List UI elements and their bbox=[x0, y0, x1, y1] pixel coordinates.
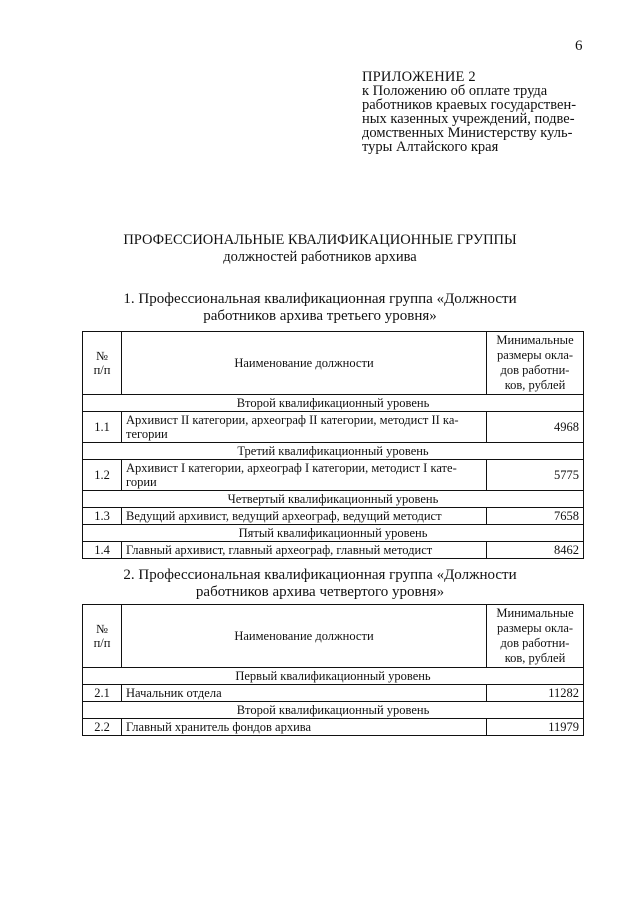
position-name-line: гории bbox=[126, 475, 157, 489]
header-name: Наименование должности bbox=[122, 332, 487, 395]
position-num: 1.2 bbox=[83, 460, 122, 491]
appendix-title: ПРИЛОЖЕНИЕ 2 bbox=[362, 69, 476, 85]
group-1-title bbox=[0, 291, 640, 325]
table-row bbox=[83, 719, 584, 736]
header-salary-line: размеры окла- bbox=[496, 348, 574, 362]
appendix-line: работников краевых государствен- bbox=[362, 97, 577, 113]
header-salary-line: ков, рублей bbox=[504, 378, 566, 392]
position-salary: 4968 bbox=[487, 412, 584, 443]
table-header-row bbox=[83, 332, 584, 395]
level-row bbox=[83, 395, 584, 412]
table-row bbox=[83, 542, 584, 559]
level-row bbox=[83, 702, 584, 719]
page-number: 6 bbox=[575, 38, 583, 54]
document-title bbox=[0, 232, 640, 266]
position-num: 1.4 bbox=[83, 542, 122, 559]
position-name: Главный хранитель фондов архива bbox=[122, 719, 487, 736]
table-row bbox=[83, 685, 584, 702]
position-salary: 11282 bbox=[487, 685, 584, 702]
group-title-line: 1. Профессиональная квалификационная группа «Должности bbox=[123, 291, 517, 307]
position-num: 2.1 bbox=[83, 685, 122, 702]
appendix-line: домственных Министерству куль- bbox=[362, 125, 573, 141]
position-salary: 11979 bbox=[487, 719, 584, 736]
position-salary: 5775 bbox=[487, 460, 584, 491]
position-name bbox=[122, 460, 487, 491]
header-salary bbox=[487, 605, 584, 668]
header-salary bbox=[487, 332, 584, 395]
appendix-line: к Положению об оплате труда bbox=[362, 83, 548, 99]
position-num: 1.3 bbox=[83, 508, 122, 525]
header-num-line: № bbox=[96, 622, 108, 636]
position-salary: 8462 bbox=[487, 542, 584, 559]
group-2-title bbox=[0, 567, 640, 601]
position-salary: 7658 bbox=[487, 508, 584, 525]
position-name bbox=[122, 412, 487, 443]
group-title-line: работников архива третьего уровня» bbox=[203, 308, 437, 324]
position-name: Главный архивист, главный археограф, главный методист bbox=[122, 542, 487, 559]
level-name: Первый квалификационный уровень bbox=[83, 668, 584, 685]
level-name: Третий квалификационный уровень bbox=[83, 443, 584, 460]
appendix-line: ных казенных учреждений, подве- bbox=[362, 111, 575, 127]
header-salary-line: дов работни- bbox=[500, 636, 570, 650]
table-row bbox=[83, 412, 584, 443]
header-salary-line: Минимальные bbox=[496, 333, 574, 347]
level-row bbox=[83, 668, 584, 685]
header-num-line: п/п bbox=[93, 363, 111, 377]
group-2-table bbox=[82, 604, 584, 736]
header-salary-line: ков, рублей bbox=[504, 651, 566, 665]
level-row bbox=[83, 491, 584, 508]
appendix-line: туры Алтайского края bbox=[362, 139, 499, 155]
level-name: Второй квалификационный уровень bbox=[83, 702, 584, 719]
header-num bbox=[83, 605, 122, 668]
level-name: Пятый квалификационный уровень bbox=[83, 525, 584, 542]
position-name: Ведущий архивист, ведущий археограф, ведущий методист bbox=[122, 508, 487, 525]
position-name-line: Архивист I категории, археограф I категории, методист I кате- bbox=[126, 461, 457, 475]
header-salary-line: размеры окла- bbox=[496, 621, 574, 635]
header-name: Наименование должности bbox=[122, 605, 487, 668]
table-header-row bbox=[83, 605, 584, 668]
position-num: 1.1 bbox=[83, 412, 122, 443]
position-name-line: Архивист II категории, археограф II категории, методист II ка- bbox=[126, 413, 459, 427]
level-name: Второй квалификационный уровень bbox=[83, 395, 584, 412]
group-title-line: работников архива четвертого уровня» bbox=[195, 584, 445, 600]
group-title-line: 2. Профессиональная квалификационная группа «Должности bbox=[123, 567, 517, 583]
position-name: Начальник отдела bbox=[122, 685, 487, 702]
table-row bbox=[83, 508, 584, 525]
level-name: Четвертый квалификационный уровень bbox=[83, 491, 584, 508]
header-salary-line: дов работни- bbox=[500, 363, 570, 377]
document-title-subline: должностей работников архива bbox=[223, 249, 417, 265]
header-num bbox=[83, 332, 122, 395]
position-name-line: тегории bbox=[126, 427, 168, 441]
appendix-header bbox=[362, 70, 602, 154]
header-salary-line: Минимальные bbox=[496, 606, 574, 620]
level-row bbox=[83, 443, 584, 460]
header-num-line: п/п bbox=[93, 636, 111, 650]
table-row bbox=[83, 460, 584, 491]
document-title-line: ПРОФЕССИОНАЛЬНЫЕ КВАЛИФИКАЦИОННЫЕ ГРУППЫ bbox=[123, 232, 517, 248]
header-num-line: № bbox=[96, 349, 108, 363]
level-row bbox=[83, 525, 584, 542]
group-1-table bbox=[82, 331, 584, 559]
position-num: 2.2 bbox=[83, 719, 122, 736]
